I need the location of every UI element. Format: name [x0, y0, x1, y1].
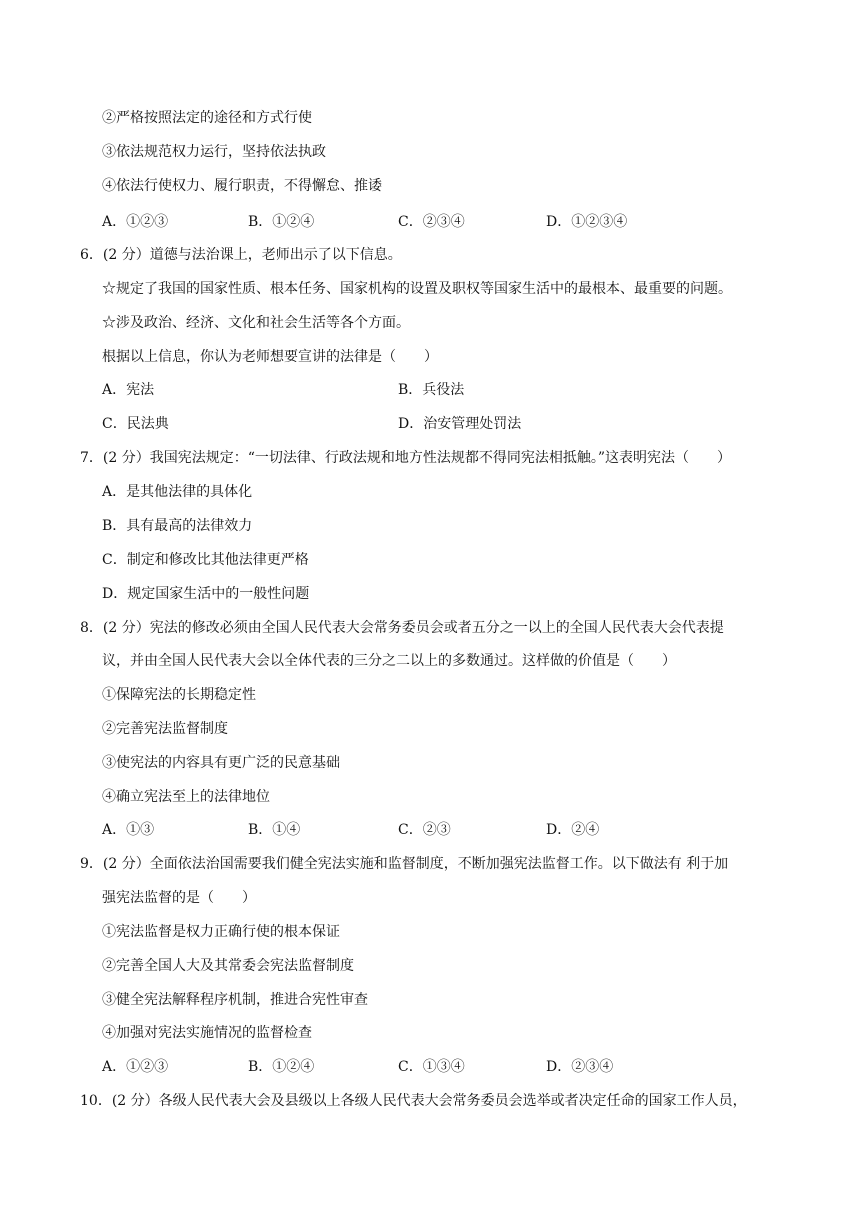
q9-item-3: ③健全宪法解释程序机制，推进合宪性审查: [102, 992, 368, 1008]
q9-item-1: ①宪法监督是权力正确行使的根本保证: [102, 924, 340, 940]
q9-option-d: D．②③④: [546, 1059, 614, 1075]
q6-options-row-2: [102, 414, 802, 434]
q6-info-2: ☆涉及政治、经济、文化和社会生活等各个方面。: [102, 315, 410, 331]
q7-option-c: C．制定和修改比其他法律更严格: [102, 552, 309, 568]
q6-option-d: D．治安管理处罚法: [398, 416, 522, 432]
q7-option-d: D．规定国家生活中的一般性问题: [102, 586, 310, 602]
q5-option-b: B．①②④: [248, 214, 315, 230]
q8-item-3: ③使宪法的内容具有更广泛的民意基础: [102, 755, 340, 771]
q5-option-c: C．②③④: [398, 214, 465, 230]
q9-option-b: B．①②④: [248, 1059, 315, 1075]
q8-options: [102, 820, 802, 840]
q9-stem-line-2: 强宪法监督的是（ ）: [102, 890, 256, 906]
q7-option-b: B．具有最高的法律效力: [102, 518, 253, 534]
q8-item-2: ②完善宪法监督制度: [102, 721, 228, 737]
q9-option-c: C．①③④: [398, 1059, 465, 1075]
q9-item-2: ②完善全国人大及其常委会宪法监督制度: [102, 958, 354, 974]
q8-option-c: C．②③: [398, 822, 451, 838]
q5-option-a: A．①②③: [102, 214, 169, 230]
q8-option-b: B．①④: [248, 822, 301, 838]
q8-option-d: D．②④: [546, 822, 600, 838]
q8-item-4: ④确立宪法至上的法律地位: [102, 789, 270, 805]
q7-option-a: A．是其他法律的具体化: [102, 484, 253, 500]
q8-stem-line-1: 8．(2 分）宪法的修改必须由全国人民代表大会常务委员会或者五分之一以上的全国人民代表大会代表提: [80, 620, 724, 636]
q9-option-a: A．①②③: [102, 1059, 169, 1075]
q7-stem: 7．(2 分）我国宪法规定：“一切法律、行政法规和地方性法规都不得同宪法相抵触。”这表明宪法（ ）: [80, 450, 732, 466]
q5-option-d: D．①②③④: [546, 214, 628, 230]
q9-options: [102, 1057, 802, 1077]
q10-stem: 10．(2 分）各级人民代表大会及县级以上各级人民代表大会常务委员会选举或者决定任命的国家工作人员，: [80, 1093, 747, 1109]
q5-item-3: ③依法规范权力运行，坚持依法执政: [102, 144, 326, 160]
q6-options-row-1: [102, 380, 802, 400]
q6-option-c: C．民法典: [102, 416, 169, 432]
q5-item-2: ②严格按照法定的途径和方式行使: [102, 110, 312, 126]
q8-stem-line-2: 议，并由全国人民代表大会以全体代表的三分之二以上的多数通过。这样做的价值是（ ）: [102, 653, 676, 669]
q8-option-a: A．①③: [102, 822, 155, 838]
q5-options: [102, 212, 802, 232]
q9-item-4: ④加强对宪法实施情况的监督检查: [102, 1025, 312, 1041]
q6-stem: 6．(2 分）道德与法治课上，老师出示了以下信息。: [80, 247, 402, 263]
q8-item-1: ①保障宪法的长期稳定性: [102, 687, 256, 703]
q6-info-1: ☆规定了我国的国家性质、根本任务、国家机构的设置及职权等国家生活中的最根本、最重要的问题。: [102, 281, 732, 297]
q5-item-4: ④依法行使权力、履行职责，不得懈怠、推诿: [102, 178, 382, 194]
q6-option-a: A．宪法: [102, 382, 155, 398]
q6-prompt: 根据以上信息，你认为老师想要宣讲的法律是（ ）: [102, 349, 438, 365]
q6-option-b: B．兵役法: [398, 382, 465, 398]
q9-stem-line-1: 9．(2 分）全面依法治国需要我们健全宪法实施和监督制度，不断加强宪法监督工作。以下做法有 利于加: [80, 856, 729, 872]
